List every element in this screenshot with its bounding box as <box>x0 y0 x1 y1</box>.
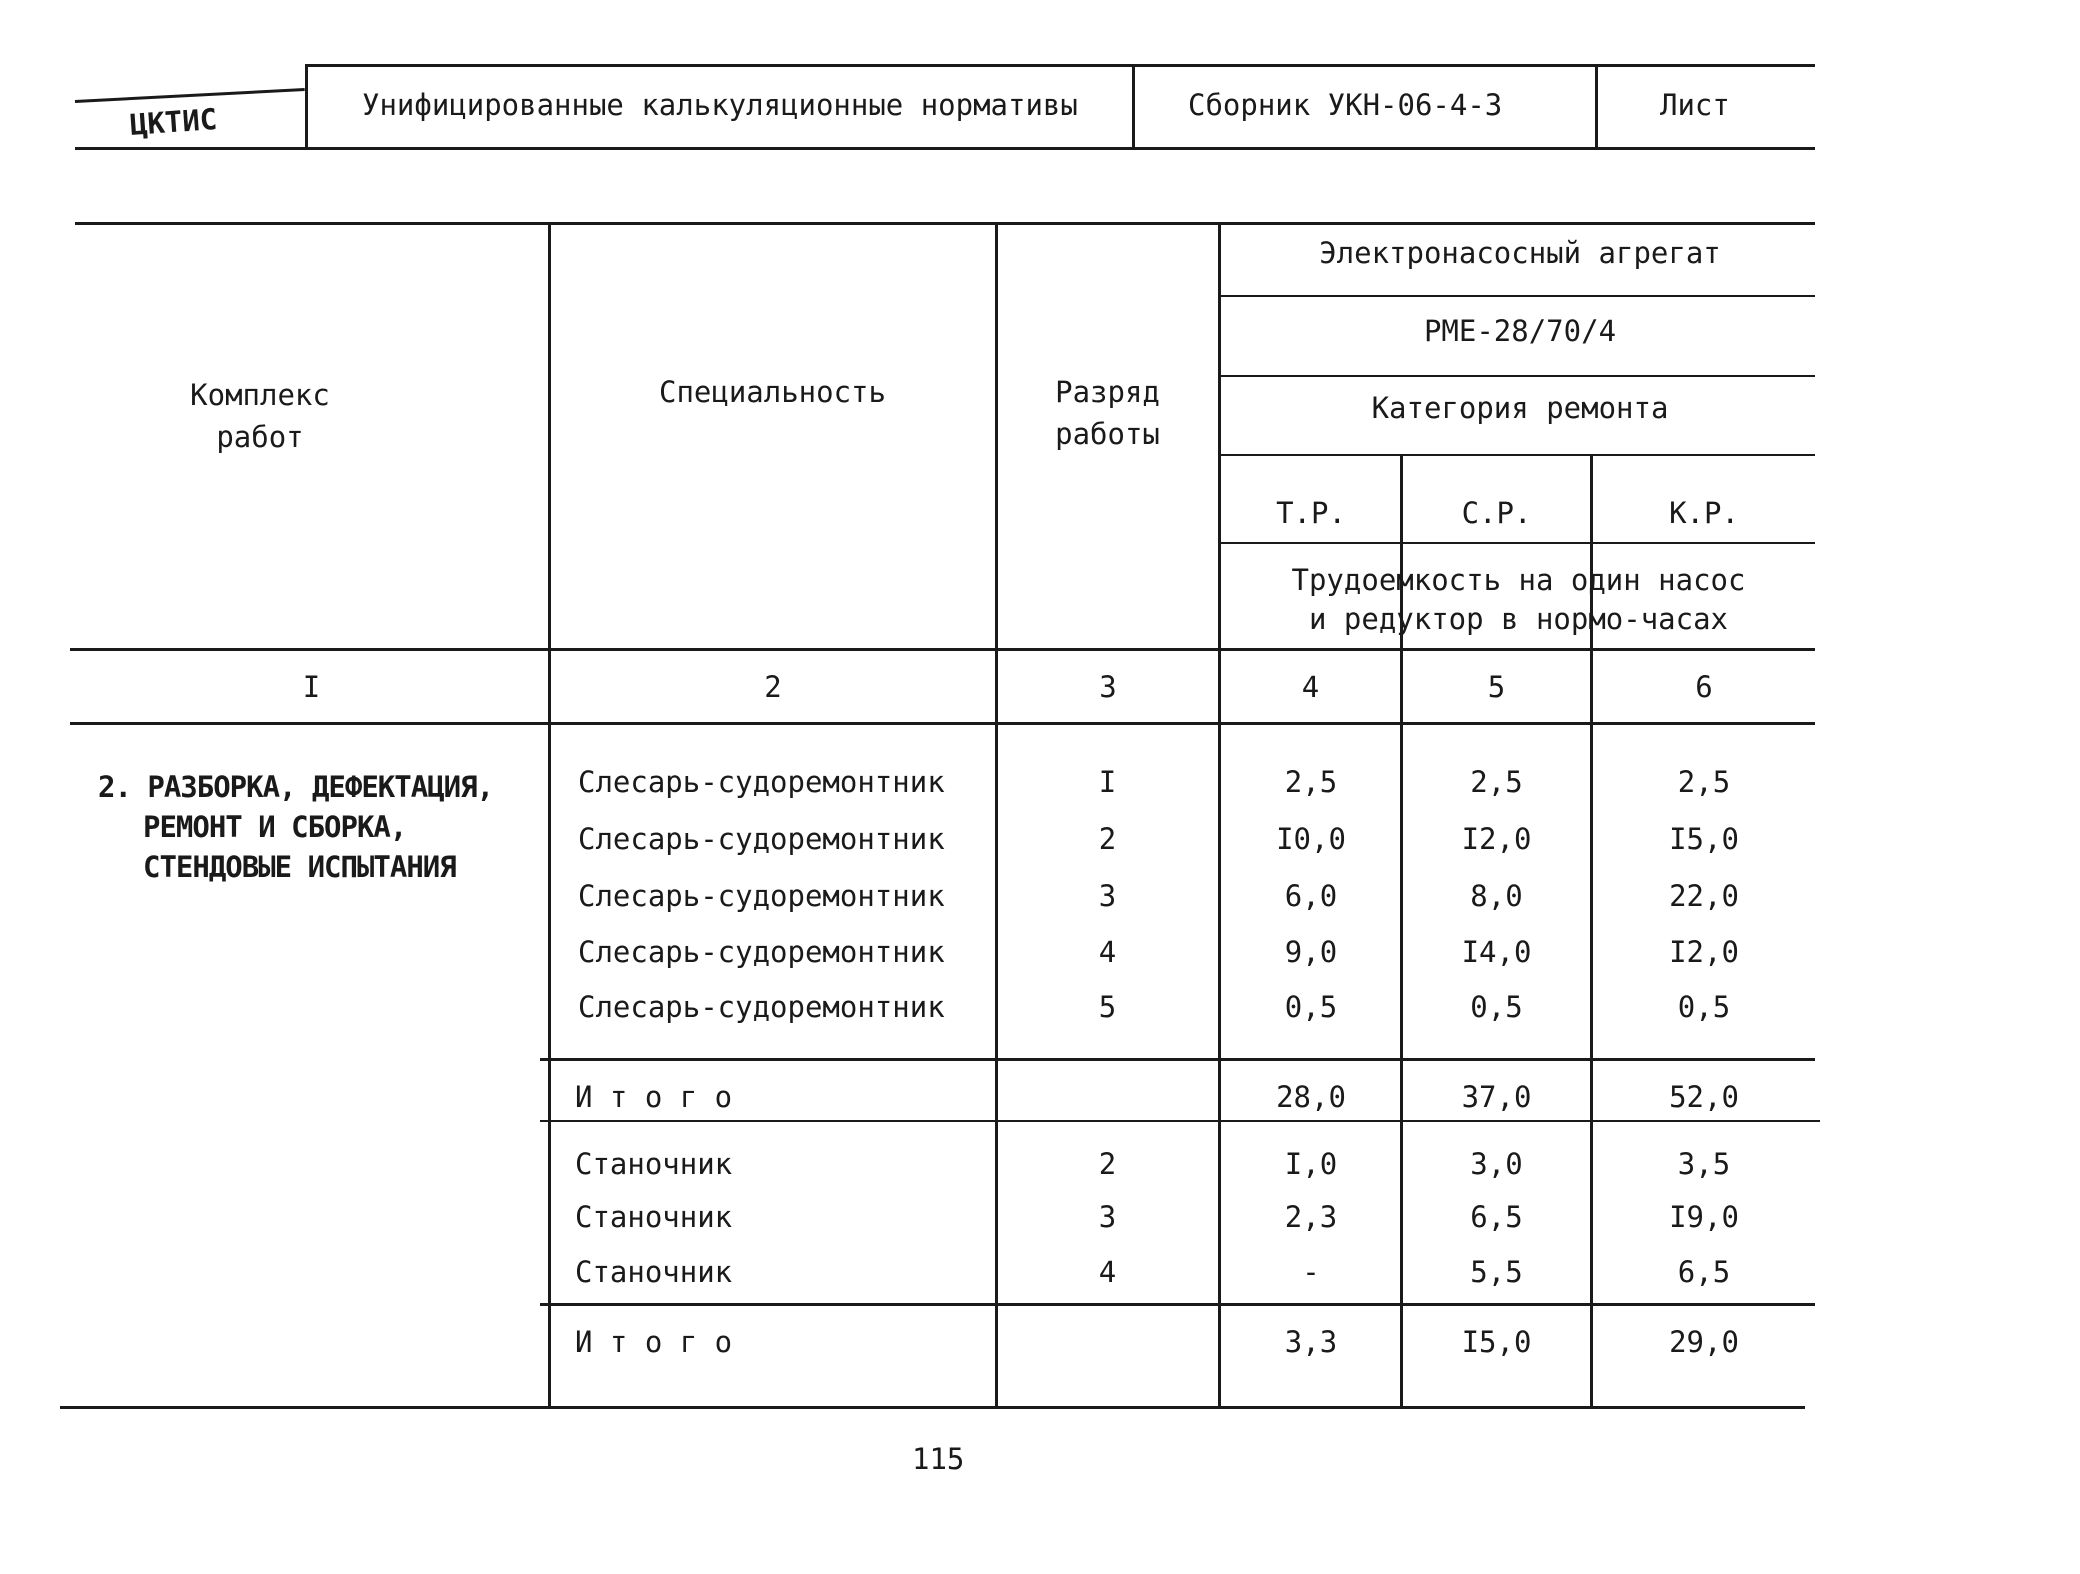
rule-under-product <box>1220 295 1815 297</box>
page-number: 115 <box>912 1442 965 1476</box>
total-tr: 28,0 <box>1276 1080 1346 1114</box>
sr-cell: 5,5 <box>1470 1255 1523 1289</box>
total-sr: 37,0 <box>1461 1080 1532 1114</box>
kr-cell: 0,5 <box>1677 990 1731 1024</box>
col1-header-line2: работ <box>216 420 304 454</box>
sr-cell: 2,5 <box>1470 765 1523 799</box>
product-name: Электронасосный агрегат <box>1319 236 1721 270</box>
header-top-rule <box>305 64 1815 67</box>
category-sr: С.Р. <box>1461 496 1532 530</box>
header-bottom-rule <box>75 147 1815 150</box>
spec-cell: Слесарь-судоремонтник <box>578 822 945 856</box>
col-divider-2 <box>995 222 998 1408</box>
grade-cell: 3 <box>1098 1200 1117 1234</box>
grade-cell: 3 <box>1098 879 1117 913</box>
document-title: Унифицированные калькуляционные нормативы <box>362 88 1078 122</box>
labor-label-line2: и редуктор в нормо-часах <box>1308 602 1729 636</box>
tr-cell: I0,0 <box>1276 822 1346 856</box>
kr-cell: I9,0 <box>1669 1200 1739 1234</box>
tr-cell: - <box>1302 1255 1320 1289</box>
tr-cell: I,0 <box>1284 1147 1338 1181</box>
tr-cell: 6,0 <box>1284 879 1338 913</box>
total-kr: 29,0 <box>1669 1325 1739 1359</box>
col-divider-1 <box>548 222 551 1408</box>
sr-cell: 3,0 <box>1470 1147 1523 1181</box>
col-number-6: 6 <box>1695 670 1713 704</box>
rule-under-categories <box>1220 542 1815 544</box>
grade-cell: 4 <box>1098 1255 1117 1289</box>
total-label: И т о г о <box>575 1325 733 1359</box>
rule-under-category <box>1220 454 1815 456</box>
col3-header-line2: работы <box>1055 417 1160 451</box>
spec-cell: Слесарь-судоремонтник <box>578 935 945 969</box>
category-kr: К.Р. <box>1669 496 1739 530</box>
tr-cell: 2,3 <box>1284 1200 1338 1234</box>
tr-cell: 9,0 <box>1284 935 1338 969</box>
spec-cell: Станочник <box>575 1147 733 1181</box>
collection-code: Сборник УКН-06-4-3 <box>1188 88 1503 122</box>
total-sr: I5,0 <box>1461 1325 1532 1359</box>
spec-cell: Слесарь-судоремонтник <box>578 990 945 1024</box>
tr-cell: 0,5 <box>1284 990 1338 1024</box>
spec-cell: Слесарь-судоремонтник <box>578 879 945 913</box>
col-divider-3 <box>1218 222 1221 1408</box>
grade-cell: 5 <box>1098 990 1117 1024</box>
org-name: ЦКТИС <box>128 101 219 142</box>
total1-bottom-rule <box>540 1120 1820 1122</box>
grade-cell: 2 <box>1098 822 1117 856</box>
rule-under-model <box>1220 375 1815 377</box>
sheet-label: Лист <box>1660 88 1730 122</box>
spec-cell: Станочник <box>575 1200 733 1234</box>
col-number-2: 2 <box>764 670 782 704</box>
grade-cell: I <box>1098 765 1117 799</box>
sr-cell: 0,5 <box>1470 990 1523 1024</box>
col-number-5: 5 <box>1487 670 1506 704</box>
sr-cell: I4,0 <box>1461 935 1532 969</box>
kr-cell: 6,5 <box>1677 1255 1731 1289</box>
table-top-rule <box>75 222 1815 225</box>
tr-cell: 2,5 <box>1284 765 1338 799</box>
total-tr: 3,3 <box>1284 1325 1338 1359</box>
kr-cell: I2,0 <box>1669 935 1739 969</box>
col2-header: Специальность <box>659 375 886 409</box>
header-divider-3 <box>1595 64 1598 149</box>
total-kr: 52,0 <box>1669 1080 1739 1114</box>
grade-cell: 2 <box>1098 1147 1117 1181</box>
kr-cell: 22,0 <box>1669 879 1739 913</box>
header-divider-1 <box>305 64 308 149</box>
header-divider-2 <box>1132 64 1135 149</box>
kr-cell: 3,5 <box>1677 1147 1731 1181</box>
col1-header-line1: Комплекс <box>190 378 330 412</box>
section-title-line2: РЕМОНТ И СБОРКА, <box>143 810 407 844</box>
col3-header-line1: Разряд <box>1055 375 1160 409</box>
col-number-4: 4 <box>1301 670 1320 704</box>
kr-cell: 2,5 <box>1677 765 1731 799</box>
spec-cell: Слесарь-судоремонтник <box>578 765 945 799</box>
header-left-rule <box>75 88 305 103</box>
col-number-1: I <box>302 670 321 704</box>
section-title-line1: 2. РАЗБОРКА, ДЕФЕКТАЦИЯ, <box>98 770 494 804</box>
sr-cell: 6,5 <box>1470 1200 1523 1234</box>
category-tr: Т.Р. <box>1276 496 1346 530</box>
kr-cell: I5,0 <box>1669 822 1739 856</box>
product-model: РМЕ-28/70/4 <box>1423 314 1617 348</box>
total-label: И т о г о <box>575 1080 733 1114</box>
col-number-3: 3 <box>1099 670 1117 704</box>
sr-cell: 8,0 <box>1470 879 1523 913</box>
grade-cell: 4 <box>1098 935 1117 969</box>
col-numbers-bottom-rule <box>70 722 1815 725</box>
repair-category-label: Категория ремонта <box>1371 391 1669 425</box>
sr-cell: I2,0 <box>1461 822 1532 856</box>
spec-cell: Станочник <box>575 1255 733 1289</box>
total1-top-rule <box>540 1058 1815 1061</box>
table-bottom-rule <box>60 1406 1805 1409</box>
header-bottom-table-rule <box>70 648 1815 651</box>
section-title-line3: СТЕНДОВЫЕ ИСПЫТАНИЯ <box>143 850 456 884</box>
labor-label-line1: Трудоемкость на один насос <box>1291 563 1746 597</box>
total2-top-rule <box>540 1303 1815 1306</box>
